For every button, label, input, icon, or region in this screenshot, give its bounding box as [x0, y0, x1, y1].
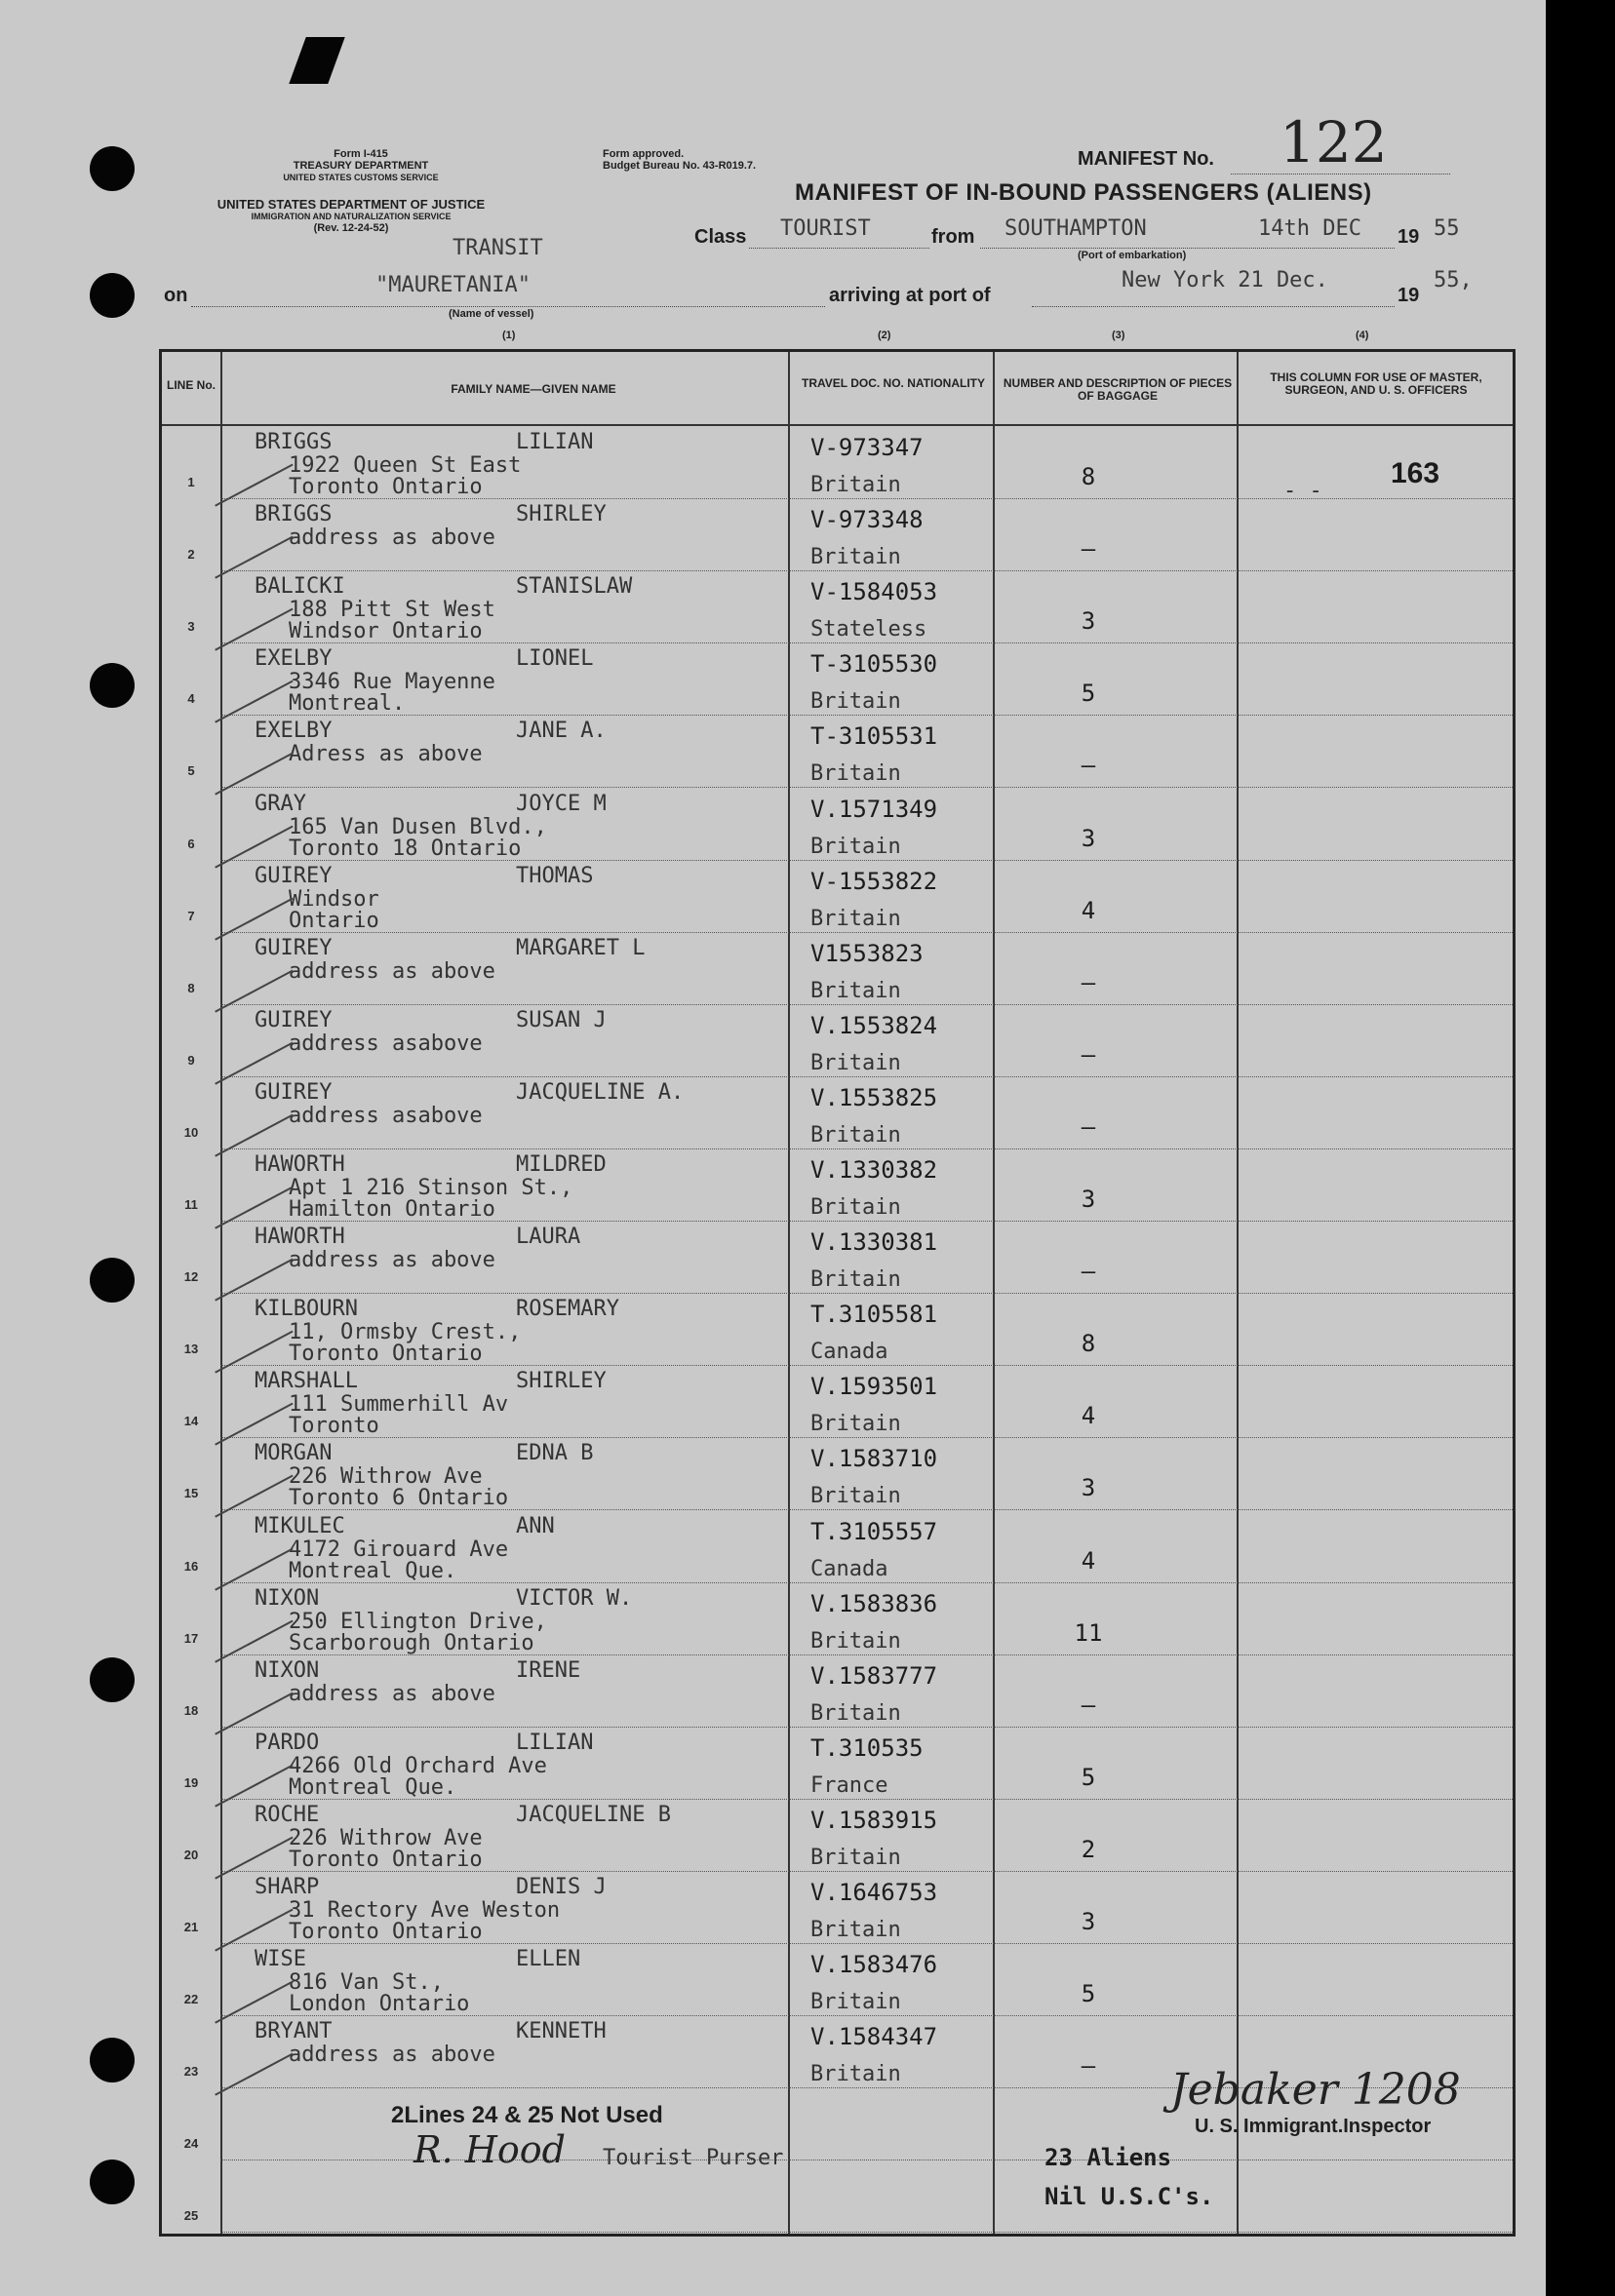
baggage-count: 3 [1081, 1474, 1096, 1502]
family-name: KILBOURN [255, 1297, 358, 1322]
given-name: SUSAN J [516, 1007, 607, 1032]
given-name: MARGARET L [516, 935, 646, 960]
given-name: JANE A. [516, 719, 607, 744]
table-row [162, 570, 1513, 643]
line-number: 20 [183, 1847, 199, 1862]
address-line-1: Apt 1 216 Stinson St., [289, 1176, 573, 1200]
line-number: 1 [187, 475, 195, 489]
travel-doc-number: V.1330382 [810, 1156, 938, 1184]
check-mark-icon [196, 1730, 293, 1807]
form-number: Form I-415 [334, 148, 388, 160]
table-row [162, 1582, 1513, 1655]
line-number: 2 [187, 547, 195, 563]
nationality: Britain [810, 1267, 901, 1293]
nationality: Britain [810, 978, 901, 1003]
given-name: JOYCE M [516, 791, 607, 816]
inspector-label: U. S. Immigrant.Inspector [1195, 2116, 1432, 2137]
table-row [162, 1799, 1513, 1872]
manifest-no-label: MANIFEST No. [1078, 148, 1214, 170]
given-name: THOMAS [516, 863, 594, 888]
line-number: 7 [187, 908, 195, 923]
baggage-count: 8 [1081, 1330, 1096, 1358]
travel-doc-number: V.1593501 [810, 1373, 938, 1401]
class-value: TOURIST [780, 216, 871, 241]
baggage-count: – [1081, 968, 1096, 996]
address-line-1: 11, Ormsby Crest., [289, 1320, 522, 1345]
nationality: Britain [810, 761, 901, 787]
arrival-year-prefix: 19 [1398, 285, 1420, 306]
revision-label: (Rev. 12-24-52) [313, 222, 389, 234]
address-line-2: Montreal Que. [289, 1558, 457, 1583]
address-line-1: 226 Withrow Ave [289, 1464, 483, 1490]
family-name: GUIREY [255, 1079, 333, 1105]
given-name: VICTOR W. [516, 1585, 633, 1611]
dept-block [161, 199, 541, 234]
line-number: 18 [183, 1702, 199, 1718]
line-number: 4 [187, 691, 195, 707]
family-name: WISE [255, 1947, 306, 1972]
nationality: France [810, 1772, 888, 1798]
line-number: 22 [183, 1992, 199, 2007]
table-row [162, 1943, 1513, 2016]
lines-not-used: 2Lines 24 & 25 Not Used [391, 2102, 663, 2128]
travel-doc-number: T.3105557 [810, 1517, 938, 1545]
given-name: ROSEMARY [516, 1297, 619, 1322]
header-name: FAMILY NAME—GIVEN NAME [451, 382, 616, 396]
address-line-1: address as above [289, 958, 495, 984]
arriving-label: arriving at port of [829, 285, 991, 306]
family-name: SHARP [255, 1875, 320, 1899]
on-label: on [164, 285, 188, 306]
given-name: SHIRLEY [516, 1369, 607, 1394]
check-mark-icon [196, 1297, 293, 1374]
given-name: EDNA B [516, 1441, 594, 1466]
family-name: HAWORTH [255, 1152, 345, 1177]
check-mark-icon [196, 863, 293, 940]
form-approved: Form approved. [603, 148, 685, 160]
check-mark-icon [196, 791, 293, 868]
binder-hole [90, 663, 135, 708]
given-name: MILDRED [516, 1152, 607, 1177]
travel-doc-number: V.1330381 [810, 1228, 938, 1257]
torn-corner [289, 37, 344, 84]
justice-label: UNITED STATES DEPARTMENT OF JUSTICE [217, 197, 486, 212]
baggage-count: – [1081, 1112, 1096, 1141]
nationality: Canada [810, 1340, 888, 1365]
family-name: GUIREY [255, 935, 333, 960]
given-name: KENNETH [516, 2019, 607, 2044]
address-line-2: Toronto 18 Ontario [289, 836, 522, 861]
header-travel-doc: TRAVEL DOC. NO. NATIONALITY [802, 376, 985, 390]
given-name: ELLEN [516, 1947, 581, 1972]
from-label: from [931, 226, 975, 248]
nationality: Britain [810, 834, 901, 859]
family-name: ROCHE [255, 1802, 320, 1827]
address-line-1: address as above [289, 1681, 495, 1706]
embark-year: 55 [1434, 216, 1460, 241]
transit-stamp: TRANSIT [453, 236, 543, 260]
table-row [162, 1221, 1513, 1294]
table-row [162, 1004, 1513, 1077]
header-officers: THIS COLUMN FOR USE OF MASTER, SURGEON, AND U. S. OFFICERS [1270, 370, 1482, 397]
line-number: 14 [183, 1414, 199, 1429]
travel-doc-number: V.1583915 [810, 1806, 938, 1834]
address-line-1: 188 Pitt St West [289, 598, 495, 623]
baggage-count: – [1081, 535, 1096, 564]
family-name: EXELBY [255, 719, 333, 744]
family-name: MIKULEC [255, 1513, 345, 1538]
nationality: Britain [810, 1628, 901, 1654]
travel-doc-number: V.1583476 [810, 1951, 938, 1979]
address-line-2: Toronto Ontario [289, 1920, 483, 1944]
check-mark-icon [196, 1007, 293, 1084]
nationality: Britain [810, 906, 901, 931]
family-name: BRYANT [255, 2019, 333, 2044]
embark-year-prefix: 19 [1398, 226, 1420, 248]
address-line-2: Scarborough Ontario [289, 1630, 534, 1655]
address-line-1: 3346 Rue Mayenne [289, 670, 495, 695]
check-mark-icon [196, 429, 293, 506]
embark-date: 14th DEC [1258, 216, 1361, 241]
line-number: 12 [183, 1269, 199, 1285]
travel-doc-number: V-973347 [810, 434, 924, 461]
address-line-2: Toronto Ontario [289, 1342, 483, 1367]
table-row [162, 1076, 1513, 1149]
baggage-count: 4 [1081, 1402, 1096, 1430]
address-line-1: 4266 Old Orchard Ave [289, 1753, 547, 1778]
nationality: Britain [810, 1050, 901, 1075]
check-mark-icon [196, 1946, 293, 2023]
baggage-count: 5 [1081, 1763, 1096, 1791]
baggage-count: – [1081, 2052, 1096, 2081]
line-number: 23 [183, 2064, 199, 2080]
nationality: Britain [810, 1412, 901, 1437]
family-name: HAWORTH [255, 1225, 345, 1250]
nationality: Stateless [810, 617, 927, 642]
address-line-2: Toronto Ontario [289, 1847, 483, 1872]
page-title: MANIFEST OF IN-BOUND PASSENGERS (ALIENS) [795, 179, 1372, 206]
address-line-1: Adress as above [289, 742, 483, 767]
binder-hole [90, 273, 135, 318]
class-line [749, 248, 929, 249]
binder-hole [90, 1258, 135, 1303]
manifest-number: 122 [1280, 109, 1388, 175]
table-row [162, 932, 1513, 1005]
table-row [162, 1365, 1513, 1438]
table-row [162, 426, 1513, 499]
travel-doc-number: V1553823 [810, 939, 924, 967]
line-number: 6 [187, 836, 195, 851]
check-mark-icon [196, 2019, 293, 2096]
table-row [162, 498, 1513, 571]
treasury-label: TREASURY DEPARTMENT [293, 160, 429, 172]
address-line-1: address asabove [289, 1103, 483, 1128]
check-mark-icon [196, 1802, 293, 1879]
baggage-count: 3 [1081, 1908, 1096, 1935]
passenger-table [159, 349, 1516, 2237]
purser-signature: R. Hood [414, 2128, 566, 2171]
baggage-count: 5 [1081, 680, 1096, 708]
check-mark-icon [196, 1151, 293, 1228]
from-line [980, 248, 1395, 249]
address-line-1: 165 Van Dusen Blvd., [289, 814, 547, 839]
travel-doc-number: V-1553822 [810, 867, 938, 895]
baggage-count: 8 [1081, 463, 1096, 490]
line-number: 5 [187, 763, 195, 779]
check-mark-icon [196, 574, 293, 651]
given-name: LIONEL [516, 646, 594, 672]
family-name: EXELBY [255, 646, 333, 672]
travel-doc-number: T.310535 [810, 1733, 924, 1762]
address-line-2: Ontario [289, 908, 379, 933]
line-number: 10 [183, 1124, 199, 1140]
officer-number: 163 [1391, 457, 1440, 489]
family-name: NIXON [255, 1585, 320, 1611]
check-mark-icon [196, 1369, 293, 1446]
line-number: 17 [183, 1630, 199, 1646]
family-name: GRAY [255, 791, 306, 816]
baggage-count: 11 [1074, 1618, 1103, 1647]
check-mark-icon [196, 501, 293, 578]
table-row [162, 1727, 1513, 1800]
travel-doc-number: T-3105531 [810, 722, 938, 751]
vessel-name: "MAURETANIA" [375, 273, 531, 297]
given-name: IRENE [516, 1657, 581, 1683]
address-line-1: Windsor [289, 886, 379, 912]
line-number: 8 [187, 980, 195, 995]
nationality: Britain [810, 1845, 901, 1870]
nationality: Britain [810, 1195, 901, 1220]
given-name: LILIAN [516, 430, 594, 454]
nationality: Britain [810, 545, 901, 570]
arrival-line [1032, 306, 1395, 307]
address-line-2: Toronto Ontario [289, 475, 483, 499]
line-number: 25 [183, 2208, 199, 2224]
travel-doc-number: V.1646753 [810, 1879, 938, 1906]
address-line-1: address as above [289, 1248, 495, 1273]
travel-doc-number: V.1583777 [810, 1661, 938, 1690]
table-row [162, 1510, 1513, 1583]
baggage-count: 3 [1081, 607, 1096, 636]
table-row [162, 788, 1513, 861]
given-name: DENIS J [516, 1875, 607, 1899]
line-number: 21 [183, 1920, 199, 1934]
check-mark-icon [196, 1079, 293, 1156]
nationality: Britain [810, 1122, 901, 1148]
address-line-1: 1922 Queen St East [289, 453, 522, 478]
address-line-2: Hamilton Ontario [289, 1197, 495, 1222]
line-number: 19 [183, 1774, 199, 1790]
line-number: 3 [187, 619, 195, 635]
address-line-1: address asabove [289, 1031, 483, 1056]
check-mark-icon [196, 646, 293, 723]
travel-doc-number: V.1571349 [810, 795, 938, 823]
binder-hole [90, 2038, 135, 2082]
table-row [162, 1871, 1513, 1944]
arrival-port: New York 21 Dec. [1122, 268, 1328, 292]
col4-number: (4) [1356, 330, 1369, 341]
baggage-count: – [1081, 1258, 1096, 1286]
address-line-2: Toronto [289, 1414, 379, 1439]
travel-doc-number: V-973348 [810, 506, 924, 534]
aliens-total: 23 Aliens [1044, 2144, 1172, 2171]
binder-hole [90, 146, 135, 191]
given-name: SHIRLEY [516, 502, 607, 527]
baggage-count: – [1081, 752, 1096, 780]
officer-dash: - - [1283, 479, 1322, 503]
baggage-count: 3 [1081, 824, 1096, 852]
given-name: JACQUELINE A. [516, 1079, 685, 1105]
travel-doc-number: V.1553825 [810, 1083, 938, 1111]
table-row [162, 860, 1513, 933]
nationality: Britain [810, 473, 901, 497]
binder-hole [90, 1657, 135, 1702]
customs-label: UNITED STATES CUSTOMS SERVICE [283, 173, 439, 182]
usc-total: Nil U.S.C's. [1044, 2183, 1214, 2210]
given-name: JACQUELINE B [516, 1802, 671, 1827]
nationality: Britain [810, 1700, 901, 1726]
baggage-count: – [1081, 1691, 1096, 1719]
col2-number: (2) [878, 330, 891, 341]
nationality: Britain [810, 1990, 901, 2015]
family-name: MARSHALL [255, 1369, 358, 1394]
given-name: ANN [516, 1513, 555, 1538]
address-line-2: London Ontario [289, 1992, 470, 2017]
address-line-2: Montreal. [289, 691, 406, 717]
purser-label: Tourist Purser [603, 2146, 784, 2170]
address-line-2: Montreal Que. [289, 1774, 457, 1800]
family-name: BALICKI [255, 574, 345, 600]
line-number: 9 [187, 1052, 195, 1068]
line-number: 11 [184, 1197, 198, 1212]
travel-doc-number: T-3105530 [810, 650, 938, 679]
line-number: 24 [183, 2136, 199, 2152]
address-line-1: address as above [289, 525, 495, 551]
vessel-line [191, 306, 825, 307]
baggage-count: 5 [1081, 1980, 1096, 2008]
check-mark-icon [196, 1585, 293, 1662]
check-mark-icon [196, 935, 293, 1012]
class-label: Class [694, 226, 747, 248]
header-baggage: NUMBER AND DESCRIPTION OF PIECES OF BAGGAGE [1003, 376, 1233, 403]
baggage-count: 4 [1081, 896, 1096, 924]
table-row [162, 642, 1513, 716]
arrival-year: 55, [1434, 268, 1473, 292]
check-mark-icon [196, 1441, 293, 1518]
baggage-count: 4 [1081, 1546, 1096, 1575]
table-row [162, 715, 1513, 788]
binder-hole [90, 2160, 135, 2204]
ins-label: IMMIGRATION AND NATURALIZATION SERVICE [251, 212, 452, 221]
family-name: NIXON [255, 1657, 320, 1683]
nationality: Canada [810, 1556, 888, 1581]
check-mark-icon [196, 1657, 293, 1734]
address-line-1: address as above [289, 2043, 495, 2068]
embark-port: SOUTHAMPTON [1004, 216, 1147, 241]
check-mark-icon [196, 1874, 293, 1951]
address-line-2: Toronto 6 Ontario [289, 1486, 509, 1511]
nationality: Britain [810, 1484, 901, 1509]
table-row [162, 1437, 1513, 1510]
travel-doc-number: T.3105581 [810, 1301, 938, 1329]
nationality: Britain [810, 689, 901, 715]
address-line-1: 816 Van St., [289, 1970, 444, 1996]
baggage-count: – [1081, 1040, 1096, 1069]
table-row [162, 1654, 1513, 1728]
travel-doc-number: V.1583836 [810, 1589, 938, 1617]
table-row [162, 2160, 1513, 2233]
header-line-no: LINE No. [167, 378, 216, 392]
address-line-1: 111 Summerhill Av [289, 1392, 509, 1418]
line-number: 15 [183, 1486, 199, 1501]
embark-caption: (Port of embarkation) [1078, 250, 1187, 261]
travel-doc-number: V.1553824 [810, 1011, 938, 1039]
family-name: GUIREY [255, 863, 333, 888]
family-name: GUIREY [255, 1007, 333, 1032]
address-line-2: Windsor Ontario [289, 619, 483, 644]
row-divider [220, 2232, 1513, 2233]
nationality: Britain [810, 2062, 901, 2087]
baggage-count: 3 [1081, 1186, 1096, 1213]
baggage-count: 2 [1081, 1835, 1096, 1863]
table-row [162, 1148, 1513, 1222]
travel-doc-number: V-1584053 [810, 578, 938, 606]
family-name: MORGAN [255, 1441, 333, 1466]
given-name: LILIAN [516, 1730, 594, 1755]
family-name: BRIGGS [255, 502, 333, 527]
given-name: STANISLAW [516, 574, 633, 600]
approval-block [603, 148, 756, 172]
check-mark-icon [196, 1513, 293, 1590]
given-name: LAURA [516, 1225, 581, 1250]
table-header [162, 352, 1513, 426]
address-line-1: 4172 Girouard Ave [289, 1537, 509, 1562]
travel-doc-number: V.1583710 [810, 1445, 938, 1473]
nationality: Britain [810, 1918, 901, 1942]
budget-bureau: Budget Bureau No. 43-R019.7. [603, 160, 757, 172]
inspector-signature: Jebaker 1208 [1170, 2065, 1461, 2115]
travel-doc-number: V.1584347 [810, 2023, 938, 2051]
line-number: 13 [183, 1342, 199, 1357]
table-row [162, 1293, 1513, 1366]
line-number: 16 [183, 1558, 199, 1574]
address-line-1: 226 Withrow Ave [289, 1825, 483, 1850]
col3-number: (3) [1112, 330, 1125, 341]
check-mark-icon [196, 1224, 293, 1301]
family-name: PARDO [255, 1730, 320, 1755]
vessel-caption: (Name of vessel) [449, 308, 534, 320]
address-line-1: 31 Rectory Ave Weston [289, 1898, 561, 1923]
address-line-1: 250 Ellington Drive, [289, 1609, 547, 1634]
family-name: BRIGGS [255, 430, 333, 454]
check-mark-icon [196, 719, 293, 796]
form-id-block [268, 148, 453, 183]
col1-number: (1) [502, 330, 516, 341]
